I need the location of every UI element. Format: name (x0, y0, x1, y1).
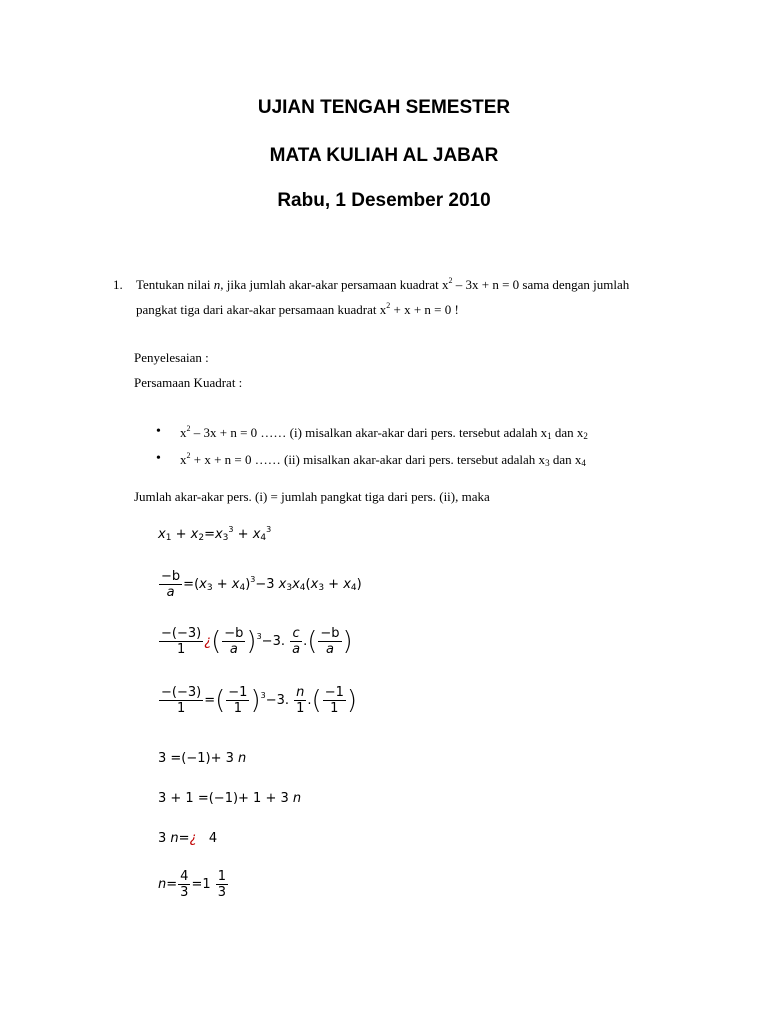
bullet-equation-1: $x^2 - 3x + n = 0$ …… (i) misalkan akar-akar dari pers. tersebut adalah $x_1$ dan $x_2$ (180, 424, 588, 441)
bullet-equation-2: $x^2 + x + n = 0$ …… (ii) misalkan akar-akar dari pers. tersebut adalah $x_3$ dan $x_4$ (180, 451, 586, 468)
solution-sublabel: Persamaan Kuadrat : (134, 375, 243, 390)
math-line-6: 3 + 1 =(−1)+ 1 + 3 n (158, 791, 302, 806)
question-line-1: Tentukan nilai n, jika jumlah akar-akar persamaan kuadrat $x^2 - 3x + n = 0$ sama dengan jumlah (136, 276, 630, 292)
page-title: UJIAN TENGAH SEMESTER (257, 97, 511, 118)
question-number: 1. (113, 277, 123, 292)
math-line-1: $x_1 + x_2=x_3^3 + x_4^3$ (158, 525, 272, 543)
math-line-4: $\frac{-(-3)}{1}$ =( $\frac{-1}{1}$ )$^3$−3. $\frac{n}{1}$ .( $\frac{-1}{1}$ ) (161, 685, 358, 716)
math-line-2: $\frac{-b}{a}$ $=(x_3 + x_4)^3-3$ $x_3x_4(x_3 + x_4)$ (161, 569, 362, 600)
math-line-3: $\frac{-(-3)}{1}$ ¿( $\frac{-b}{a}$ )$^3$−3. $\frac{c}{a}$ .( $\frac{-b}{a}$ ) (161, 626, 353, 657)
exam-date: Rabu, 1 Desember 2010 (277, 190, 491, 211)
math-line-7: 3 n=¿ 4 (158, 831, 218, 846)
bullet-icon: • (156, 424, 161, 439)
bullet-icon: • (156, 451, 161, 466)
solution-statement: Jumlah akar-akar pers. (i) = jumlah pangkat tiga dari pers. (ii), maka (134, 489, 490, 504)
question-line-2: pangkat tiga dari akar-akar persamaan kuadrat $x^2 + x + n = 0$ ! (136, 301, 459, 317)
solution-label: Penyelesaian : (134, 350, 209, 365)
math-line-5: 3 =(−1)+ 3 n (158, 751, 247, 766)
math-line-8: n= $\frac{4}{3}$ =1 $\frac{1}{3}$ (158, 869, 227, 900)
course-title: MATA KULIAH AL JABAR (269, 145, 499, 166)
